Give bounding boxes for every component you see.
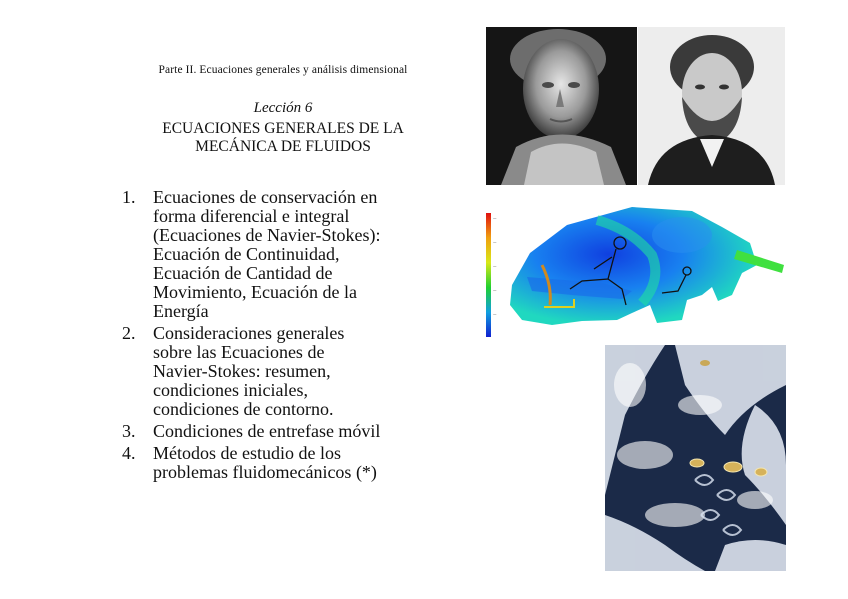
item-line: Ecuaciones de conservación en: [153, 187, 378, 207]
item-number: 2.: [122, 323, 136, 343]
contents-list: [122, 188, 452, 485]
title-line-2: MECÁNICA DE FLUIDOS: [195, 138, 371, 155]
item-number: 4.: [122, 443, 136, 463]
list-item: [122, 422, 452, 441]
bust-image: [486, 27, 637, 185]
svg-text:—: —: [493, 288, 497, 292]
title-line-1: ECUACIONES GENERALES DE LA: [162, 120, 404, 137]
part-title: Parte II. Ecuaciones generales y análisis dimensional: [158, 64, 408, 76]
item-line: Condiciones de entrefase móvil: [153, 421, 381, 441]
item-line: Consideraciones generales: [153, 323, 345, 343]
item-line: condiciones iniciales,: [153, 380, 308, 400]
item-text: [153, 324, 452, 419]
satellite-cloud-figure: [605, 345, 786, 571]
item-text: [153, 444, 452, 482]
portrait-photo: [638, 27, 785, 185]
page-title: [118, 120, 448, 156]
item-line: Ecuación de Continuidad,: [153, 244, 340, 264]
portrait-image: [638, 27, 785, 185]
item-number: 1.: [122, 187, 136, 207]
item-line: (Ecuaciones de Navier-Stokes):: [153, 225, 381, 245]
svg-text:—: —: [493, 216, 497, 220]
item-line: condiciones de contorno.: [153, 399, 334, 419]
list-item: [122, 324, 452, 419]
svg-text:—: —: [493, 312, 497, 316]
list-item: [122, 188, 452, 321]
svg-text:—: —: [493, 264, 497, 268]
item-line: forma diferencial e integral: [153, 206, 350, 226]
item-line: sobre las Ecuaciones de: [153, 342, 325, 362]
item-line: Ecuación de Cantidad de: [153, 263, 333, 283]
lesson-label: Lección 6: [253, 100, 313, 116]
item-text: [153, 188, 452, 321]
bust-photo: [486, 27, 637, 185]
item-text: [153, 422, 452, 441]
item-line: Métodos de estudio de los: [153, 443, 341, 463]
cfd-simulation-figure: [482, 195, 786, 343]
item-line: problemas fluidomecánicos (*): [153, 462, 377, 482]
item-line: Energía: [153, 301, 209, 321]
item-line: Navier-Stokes: resumen,: [153, 361, 331, 381]
svg-text:—: —: [493, 240, 497, 244]
item-number: 3.: [122, 421, 136, 441]
list-item: [122, 444, 452, 482]
cfd-image: [482, 195, 786, 343]
item-line: Movimiento, Ecuación de la: [153, 282, 357, 302]
satellite-image: [605, 345, 786, 571]
